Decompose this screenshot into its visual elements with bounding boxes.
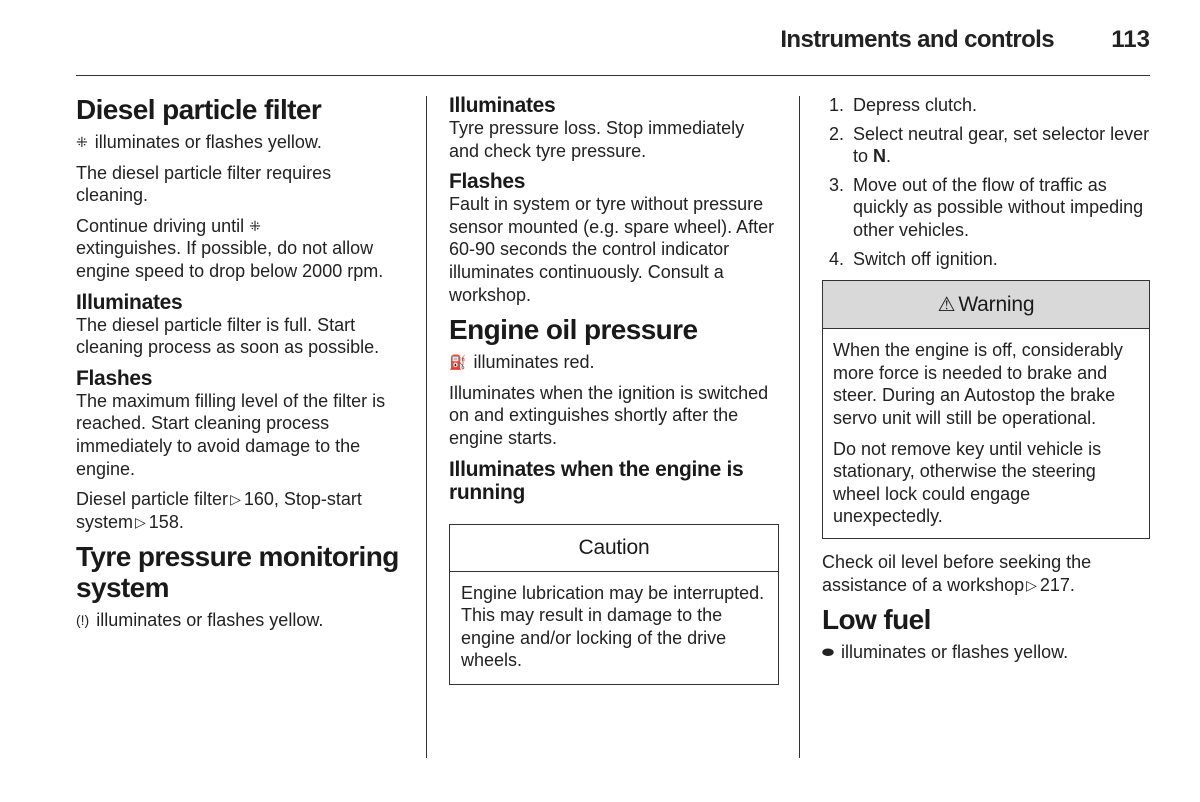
dpf-illuminates-heading: Illuminates: [76, 290, 183, 314]
oil-indicator-text: ⛽ illuminates red.: [449, 352, 595, 373]
page-header: [76, 26, 1150, 54]
caution-text: Engine lubrication may be interrupted. This may result in damage to the engine and/or locking of the drive wheels.: [461, 582, 765, 671]
column-divider-1: [426, 96, 427, 758]
column-3: [822, 94, 1150, 672]
warning-text-1: When the engine is off, considerably more force is needed to brake and steer. During an Autostop the brake servo unit will still be operational.: [833, 340, 1123, 428]
warning-header: [823, 281, 1149, 329]
warning-text-2: Do not remove key until vehicle is stationary, otherwise the steering wheel lock could engage unexpectedly.: [833, 438, 1102, 527]
list-item: 1. Depress clutch.: [829, 95, 978, 115]
tyre-flashes-heading: Flashes: [449, 170, 526, 194]
page-reference-icon: ▷: [135, 513, 146, 530]
page-number: 113: [1111, 26, 1150, 53]
dpf-driving-paragraph: Continue driving until ⁜ extinguishes. If possible, do not allow engine speed to drop below 2000 rpm.: [76, 215, 384, 281]
low-fuel-heading: Low fuel: [822, 604, 931, 636]
tyre-pressure-heading: Tyre pressure monitoring system: [76, 541, 399, 604]
warning-triangle-icon: ⚠: [937, 294, 956, 317]
neutral-gear-label: N: [873, 146, 887, 167]
oil-paragraph: Illuminates when the ignition is switched on and extinguishes shortly after the engine starts.: [449, 382, 769, 448]
procedure-steps: [822, 94, 1150, 270]
page-reference-icon: ▷: [1026, 576, 1037, 593]
header-divider: [76, 75, 1150, 76]
dpf-indicator-text: ⁜ illuminates or flashes yellow.: [76, 132, 322, 152]
running-header-title: Instruments and controls: [780, 26, 1054, 53]
particle-filter-icon: ⁜: [76, 134, 88, 150]
fuel-indicator-text: ⬬ illuminates or flashes yellow.: [822, 642, 1069, 663]
tyre-indicator-text: (!) illuminates or flashes yellow.: [76, 610, 324, 631]
column-divider-2: [799, 96, 800, 758]
tyre-pressure-icon: (!): [76, 612, 90, 629]
list-item: 3. Move out of the flow of traffic as quickly as possible without impeding other vehicles.: [829, 174, 1144, 240]
list-item: 4. Switch off ignition.: [829, 248, 998, 269]
oil-check-paragraph: Check oil level before seeking the assistance of a workshop ▷ 217.: [822, 551, 1092, 595]
dpf-illuminates-text: The diesel particle filter is full. Start cleaning process as soon as possible.: [76, 314, 380, 358]
dpf-flashes-text: The maximum filling level of the filter is reached. Start cleaning process immediately to avoid damage to the engine.: [76, 390, 386, 479]
fuel-icon: ⬬: [822, 644, 834, 661]
list-item: 2. Select neutral gear, set selector lever to N.: [829, 123, 1150, 167]
dpf-paragraph: The diesel particle filter requires cleaning.: [76, 162, 332, 206]
tyre-illuminates-text: Tyre pressure loss. Stop immediately and check tyre pressure.: [449, 118, 745, 161]
oil-can-icon: ⛽: [449, 354, 467, 371]
column-1: [76, 94, 406, 640]
warning-title: Warning: [958, 293, 1035, 317]
column-2: [449, 94, 779, 685]
caution-box: [449, 524, 779, 685]
page-reference-icon: ▷: [230, 491, 241, 508]
particle-filter-icon: ⁜: [249, 217, 261, 234]
dpf-heading: Diesel particle filter: [76, 94, 322, 125]
tyre-illuminates-heading: Illuminates: [449, 94, 556, 117]
dpf-flashes-heading: Flashes: [76, 366, 153, 390]
warning-box: [822, 280, 1150, 539]
engine-running-heading: Illuminates when the engine is running: [449, 457, 744, 504]
tyre-flashes-text: Fault in system or tyre without pressure sensor mounted (e.g. spare wheel). After 60-90 seconds the control indicator illuminates continuously. Consult a workshop.: [449, 194, 775, 305]
dpf-references: Diesel particle filter ▷ 160, Stop-start system ▷ 158.: [76, 489, 362, 532]
oil-pressure-heading: Engine oil pressure: [449, 314, 698, 346]
caution-title: Caution: [450, 525, 778, 572]
